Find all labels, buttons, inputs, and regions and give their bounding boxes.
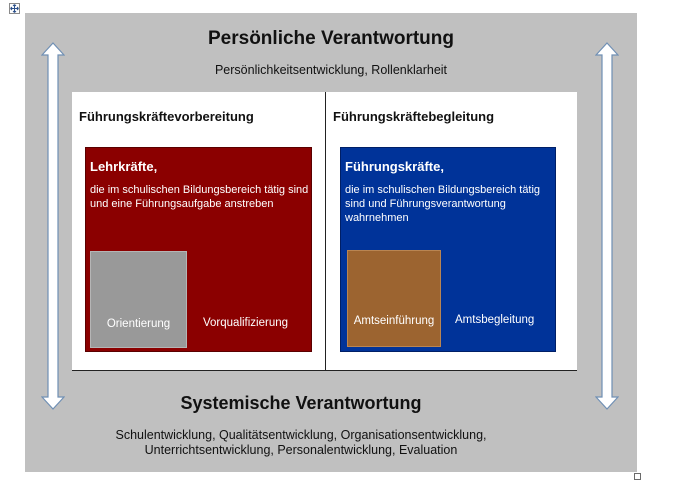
inner-panel [72, 92, 577, 371]
leaders-box-title: Führungskräfte, [345, 159, 444, 174]
prequalification-label: Vorqualifizierung [203, 317, 289, 329]
systemic-subtitle-line-2: Unterrichtsentwicklung, Personalentwicklung, Evaluation [144, 443, 458, 457]
double-arrow-left-icon [41, 42, 65, 410]
office-support-label: Amtsbegleitung [455, 314, 535, 326]
heading-leader-preparation: Führungskräftevorbereitung [79, 109, 254, 124]
leaders-box [340, 147, 556, 352]
move-handle-icon[interactable] [9, 3, 20, 14]
teachers-box-description: die im schulischen Bildungsbereich tätig sind und eine Führungsaufgabe anstreben [90, 184, 309, 210]
induction-tile [347, 250, 441, 347]
orientation-tile [90, 251, 187, 348]
teachers-box-title: Lehrkräfte, [90, 159, 158, 174]
orientation-label: Orientierung [106, 318, 171, 330]
panel-baseline [72, 370, 577, 371]
induction-label: Amtseinführung [353, 315, 435, 327]
diagram-frame [25, 13, 637, 472]
systemic-responsibility-title: Systemische Verantwortung [180, 393, 422, 413]
column-divider [325, 92, 326, 371]
teachers-box [85, 147, 312, 352]
personal-responsibility-title: Persönliche Verantwortung [208, 28, 454, 49]
double-arrow-right-icon [595, 42, 619, 410]
systemic-subtitle-line-1: Schulentwicklung, Qualitätsentwicklung, Organisationsentwicklung, [115, 428, 487, 442]
personal-responsibility-subtitle: Persönlichkeitsentwicklung, Rollenklarheit [214, 63, 448, 77]
leaders-box-description: die im schulischen Bildungsbereich tätig sind und Führungsverantwortung wahrnehmen [345, 184, 541, 224]
resize-handle-icon[interactable] [634, 473, 641, 480]
heading-leader-support: Führungskräftebegleitung [333, 109, 495, 124]
systemic-responsibility-subtitle [25, 428, 577, 458]
